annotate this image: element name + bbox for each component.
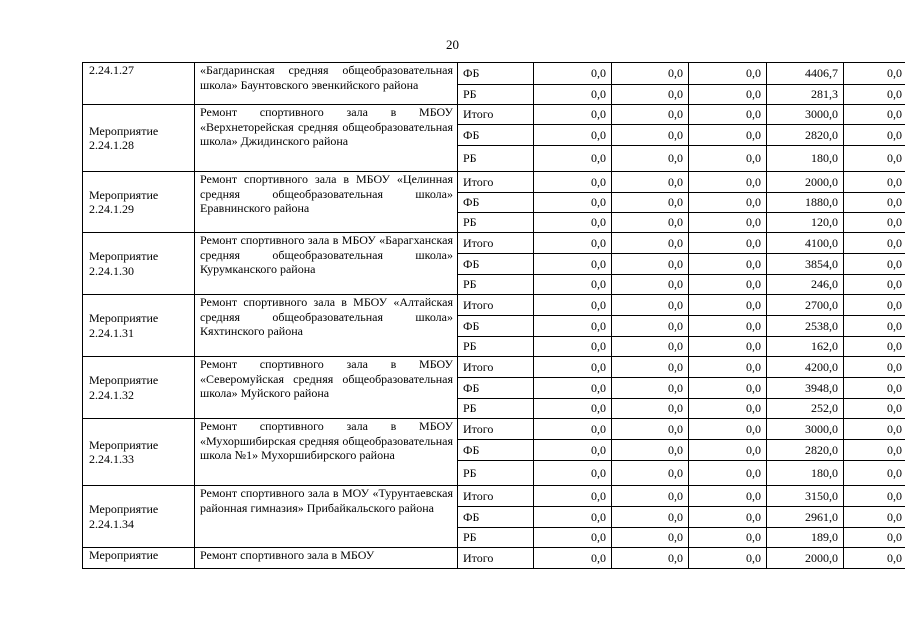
amount-cell: 0,0 — [534, 125, 612, 146]
amount-cell: 0,0 — [612, 213, 689, 233]
amount-cell: 3000,0 — [767, 105, 844, 125]
amount-cell: 2700,0 — [767, 295, 844, 316]
amount-cell: 0,0 — [844, 357, 905, 378]
amount-cell: 0,0 — [689, 295, 767, 316]
amount-cell: 0,0 — [534, 233, 612, 254]
amount-cell: 0,0 — [612, 85, 689, 105]
budget-table — [82, 62, 905, 569]
amount-cell: 0,0 — [612, 193, 689, 213]
amount-cell: 0,0 — [844, 548, 905, 569]
amount-cell: 0,0 — [534, 85, 612, 105]
funding-source: ФБ — [458, 378, 534, 399]
amount-cell: 0,0 — [612, 419, 689, 440]
measure-code: Мероприятие 2.24.1.30 — [83, 233, 195, 295]
amount-cell: 0,0 — [612, 440, 689, 461]
amount-cell: 0,0 — [534, 357, 612, 378]
amount-cell: 0,0 — [844, 461, 905, 486]
amount-cell: 0,0 — [844, 295, 905, 316]
amount-cell: 0,0 — [689, 507, 767, 528]
amount-cell: 0,0 — [534, 146, 612, 172]
amount-cell: 3000,0 — [767, 419, 844, 440]
measure-name: Ремонт спортивного зала в МОУ «Турунтаевская районная гимназия» Прибайкальского района — [195, 486, 458, 548]
amount-cell: 0,0 — [689, 548, 767, 569]
amount-cell: 2820,0 — [767, 125, 844, 146]
amount-cell: 0,0 — [689, 63, 767, 85]
funding-source: ФБ — [458, 440, 534, 461]
amount-cell: 0,0 — [612, 105, 689, 125]
amount-cell: 2538,0 — [767, 316, 844, 337]
funding-source: Итого — [458, 233, 534, 254]
table-row — [83, 419, 905, 440]
amount-cell: 189,0 — [767, 528, 844, 548]
amount-cell: 0,0 — [844, 254, 905, 275]
amount-cell: 0,0 — [689, 337, 767, 357]
amount-cell: 0,0 — [844, 486, 905, 507]
amount-cell: 0,0 — [612, 548, 689, 569]
amount-cell: 0,0 — [844, 337, 905, 357]
measure-name: Ремонт спортивного зала в МБОУ «Верхнеторейская средняя общеобразовательная школа» Джидинского района — [195, 105, 458, 172]
amount-cell: 0,0 — [844, 399, 905, 419]
measure-name: Ремонт спортивного зала в МБОУ «Северомуйская средняя общеобразовательная школа» Муйского района — [195, 357, 458, 419]
amount-cell: 180,0 — [767, 146, 844, 172]
amount-cell: 0,0 — [689, 193, 767, 213]
amount-cell: 0,0 — [612, 275, 689, 295]
amount-cell: 0,0 — [612, 399, 689, 419]
amount-cell: 0,0 — [612, 378, 689, 399]
funding-source: ФБ — [458, 63, 534, 85]
amount-cell: 0,0 — [689, 316, 767, 337]
amount-cell: 252,0 — [767, 399, 844, 419]
table-row — [83, 295, 905, 316]
amount-cell: 0,0 — [612, 461, 689, 486]
amount-cell: 0,0 — [844, 528, 905, 548]
measure-code: Мероприятие 2.24.1.29 — [83, 172, 195, 233]
amount-cell: 0,0 — [612, 172, 689, 193]
amount-cell: 0,0 — [689, 399, 767, 419]
funding-source: Итого — [458, 105, 534, 125]
amount-cell: 0,0 — [612, 316, 689, 337]
amount-cell: 4100,0 — [767, 233, 844, 254]
amount-cell: 281,3 — [767, 85, 844, 105]
amount-cell: 180,0 — [767, 461, 844, 486]
amount-cell: 0,0 — [534, 507, 612, 528]
amount-cell: 2000,0 — [767, 548, 844, 569]
amount-cell: 0,0 — [689, 486, 767, 507]
amount-cell: 0,0 — [612, 63, 689, 85]
amount-cell: 0,0 — [689, 213, 767, 233]
amount-cell: 0,0 — [534, 275, 612, 295]
amount-cell: 0,0 — [534, 461, 612, 486]
funding-source: РБ — [458, 399, 534, 419]
amount-cell: 2961,0 — [767, 507, 844, 528]
amount-cell: 0,0 — [534, 337, 612, 357]
measure-name: Ремонт спортивного зала в МБОУ «Барагханская средняя общеобразовательная школа» Курумканского района — [195, 233, 458, 295]
amount-cell: 0,0 — [612, 233, 689, 254]
amount-cell: 0,0 — [689, 146, 767, 172]
amount-cell: 0,0 — [689, 254, 767, 275]
amount-cell: 0,0 — [534, 399, 612, 419]
amount-cell: 0,0 — [689, 440, 767, 461]
amount-cell: 0,0 — [844, 440, 905, 461]
funding-source: РБ — [458, 275, 534, 295]
amount-cell: 0,0 — [534, 172, 612, 193]
amount-cell: 0,0 — [534, 419, 612, 440]
amount-cell: 0,0 — [844, 419, 905, 440]
amount-cell: 0,0 — [689, 105, 767, 125]
amount-cell: 0,0 — [534, 254, 612, 275]
amount-cell: 0,0 — [612, 146, 689, 172]
funding-source: Итого — [458, 548, 534, 569]
measure-code: Мероприятие 2.24.1.33 — [83, 419, 195, 486]
amount-cell: 0,0 — [534, 213, 612, 233]
amount-cell: 0,0 — [612, 254, 689, 275]
amount-cell: 0,0 — [844, 193, 905, 213]
amount-cell: 3150,0 — [767, 486, 844, 507]
funding-source: РБ — [458, 337, 534, 357]
amount-cell: 0,0 — [534, 548, 612, 569]
amount-cell: 162,0 — [767, 337, 844, 357]
amount-cell: 0,0 — [534, 316, 612, 337]
amount-cell: 0,0 — [689, 461, 767, 486]
table-row — [83, 233, 905, 254]
amount-cell: 0,0 — [689, 233, 767, 254]
amount-cell: 0,0 — [844, 213, 905, 233]
table-row — [83, 63, 905, 85]
funding-source: РБ — [458, 528, 534, 548]
amount-cell: 0,0 — [844, 172, 905, 193]
funding-source: Итого — [458, 295, 534, 316]
amount-cell: 0,0 — [612, 357, 689, 378]
amount-cell: 0,0 — [844, 233, 905, 254]
amount-cell: 0,0 — [689, 172, 767, 193]
funding-source: ФБ — [458, 316, 534, 337]
amount-cell: 0,0 — [844, 507, 905, 528]
amount-cell: 0,0 — [689, 125, 767, 146]
amount-cell: 0,0 — [844, 316, 905, 337]
table-row — [83, 172, 905, 193]
funding-source: РБ — [458, 461, 534, 486]
measure-code: Мероприятие 2.24.1.31 — [83, 295, 195, 357]
funding-source: РБ — [458, 85, 534, 105]
amount-cell: 2000,0 — [767, 172, 844, 193]
amount-cell: 0,0 — [612, 528, 689, 548]
amount-cell: 1880,0 — [767, 193, 844, 213]
amount-cell: 0,0 — [689, 85, 767, 105]
amount-cell: 3948,0 — [767, 378, 844, 399]
table-row — [83, 105, 905, 125]
page-number: 20 — [446, 37, 459, 52]
amount-cell: 246,0 — [767, 275, 844, 295]
table-row — [83, 486, 905, 507]
funding-source: РБ — [458, 213, 534, 233]
measure-code: Мероприятие 2.24.1.28 — [83, 105, 195, 172]
funding-source: Итого — [458, 419, 534, 440]
amount-cell: 0,0 — [844, 63, 905, 85]
amount-cell: 0,0 — [844, 125, 905, 146]
amount-cell: 0,0 — [612, 337, 689, 357]
funding-source: ФБ — [458, 125, 534, 146]
amount-cell: 0,0 — [534, 105, 612, 125]
amount-cell: 0,0 — [844, 378, 905, 399]
measure-name: Ремонт спортивного зала в МБОУ — [195, 548, 458, 569]
measure-name: Ремонт спортивного зала в МБОУ «Целинная средняя общеобразовательная школа» Еравнинского района — [195, 172, 458, 233]
funding-source: ФБ — [458, 193, 534, 213]
amount-cell: 0,0 — [689, 419, 767, 440]
funding-source: ФБ — [458, 254, 534, 275]
amount-cell: 0,0 — [612, 507, 689, 528]
amount-cell: 0,0 — [534, 486, 612, 507]
measure-code: Мероприятие 2.24.1.32 — [83, 357, 195, 419]
amount-cell: 0,0 — [534, 193, 612, 213]
amount-cell: 120,0 — [767, 213, 844, 233]
amount-cell: 0,0 — [612, 486, 689, 507]
funding-source: РБ — [458, 146, 534, 172]
amount-cell: 0,0 — [689, 275, 767, 295]
amount-cell: 3854,0 — [767, 254, 844, 275]
amount-cell: 0,0 — [534, 295, 612, 316]
funding-source: Итого — [458, 486, 534, 507]
measure-name: «Багдаринская средняя общеобразовательная школа» Баунтовского эвенкийского района — [195, 63, 458, 105]
amount-cell: 0,0 — [689, 378, 767, 399]
amount-cell: 0,0 — [844, 146, 905, 172]
amount-cell: 4200,0 — [767, 357, 844, 378]
amount-cell: 0,0 — [534, 63, 612, 85]
amount-cell: 0,0 — [534, 378, 612, 399]
measure-name: Ремонт спортивного зала в МБОУ «Алтайская средняя общеобразовательная школа» Кяхтинского района — [195, 295, 458, 357]
amount-cell: 0,0 — [534, 440, 612, 461]
amount-cell: 0,0 — [534, 528, 612, 548]
amount-cell: 0,0 — [689, 528, 767, 548]
amount-cell: 0,0 — [844, 275, 905, 295]
amount-cell: 2820,0 — [767, 440, 844, 461]
funding-source: Итого — [458, 357, 534, 378]
table-row — [83, 548, 905, 569]
amount-cell: 0,0 — [689, 357, 767, 378]
amount-cell: 0,0 — [612, 295, 689, 316]
measure-code: 2.24.1.27 — [83, 63, 195, 105]
funding-source: ФБ — [458, 507, 534, 528]
funding-source: Итого — [458, 172, 534, 193]
table-row — [83, 357, 905, 378]
amount-cell: 0,0 — [612, 125, 689, 146]
measure-code: Мероприятие — [83, 548, 195, 569]
amount-cell: 0,0 — [844, 105, 905, 125]
measure-code: Мероприятие 2.24.1.34 — [83, 486, 195, 548]
amount-cell: 0,0 — [844, 85, 905, 105]
amount-cell: 4406,7 — [767, 63, 844, 85]
measure-name: Ремонт спортивного зала в МБОУ «Мухоршибирская средняя общеобразовательная школа №1» Мухоршибирского района — [195, 419, 458, 486]
